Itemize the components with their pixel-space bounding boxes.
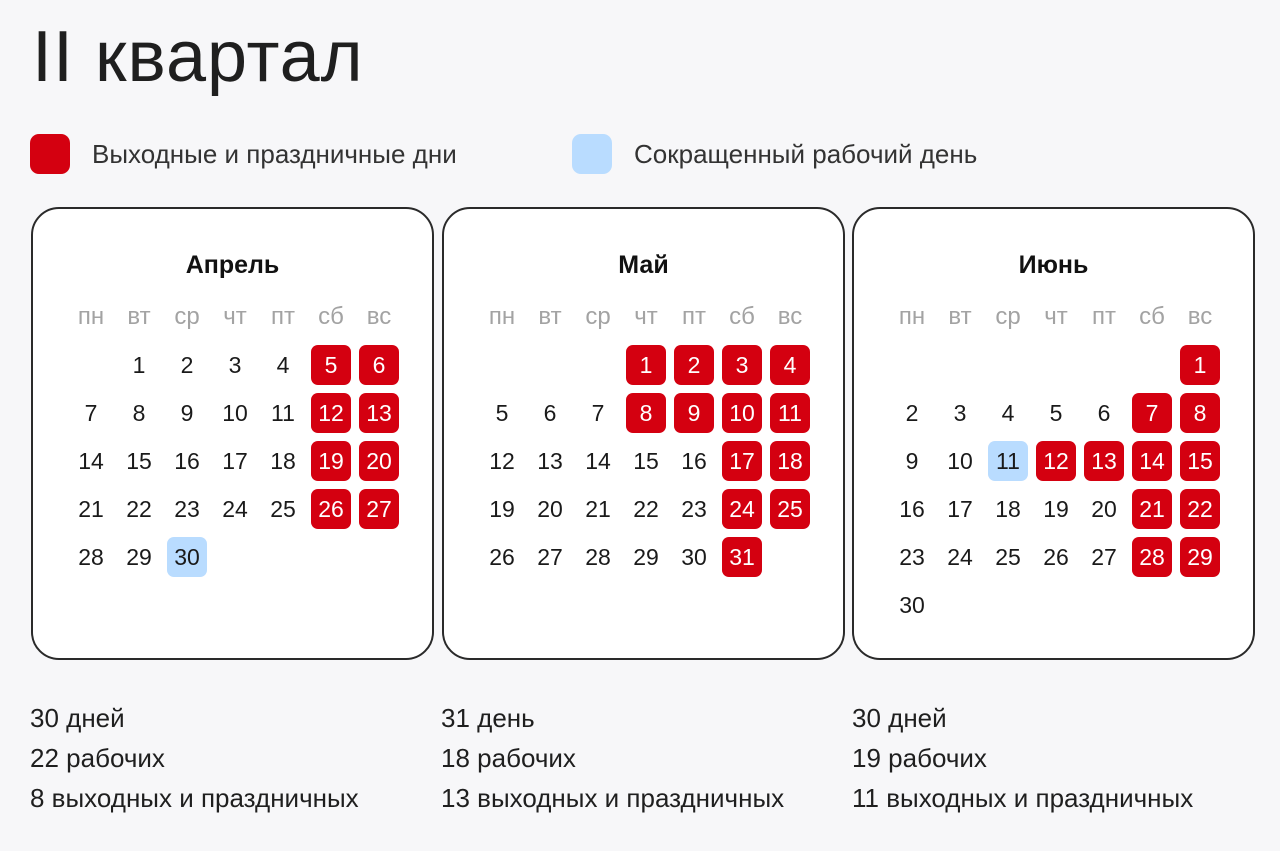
- day-cell: 14: [585, 447, 611, 474]
- day-cell: 24: [222, 495, 248, 522]
- weekday-header: вс: [1187, 303, 1213, 330]
- empty-day-cell: [940, 585, 980, 625]
- day-cell: 22: [126, 495, 152, 522]
- empty-day-cell: [892, 345, 932, 385]
- day-cell: 10: [222, 399, 248, 426]
- weekday-header: ср: [174, 303, 200, 330]
- day-cell-off: 9: [674, 393, 714, 433]
- month-card-april: [31, 207, 434, 660]
- stat-total-days: 30 дней: [852, 703, 947, 733]
- empty-day-cell: [1036, 585, 1076, 625]
- empty-day-cell: [1084, 345, 1124, 385]
- weekday-header: ср: [585, 303, 611, 330]
- day-cell: 20: [1091, 495, 1117, 522]
- empty-day-cell: [1036, 345, 1076, 385]
- calendar-grid: [888, 293, 1224, 629]
- weekday-header: пт: [1092, 303, 1116, 330]
- day-cell-off: 1: [626, 345, 666, 385]
- day-cell: 6: [543, 399, 557, 426]
- day-cell: 28: [78, 543, 104, 570]
- day-cell: 9: [905, 447, 919, 474]
- empty-day-cell: [1132, 585, 1172, 625]
- day-cell-off: 21: [1132, 489, 1172, 529]
- empty-day-cell: [770, 537, 810, 577]
- day-cell-off: 18: [770, 441, 810, 481]
- weekday-header: чт: [223, 303, 247, 330]
- month-title: Июнь: [1018, 251, 1089, 279]
- day-cell: 23: [681, 495, 707, 522]
- day-cell: 7: [84, 399, 98, 426]
- day-cell-short: 30: [167, 537, 207, 577]
- day-cell: 23: [174, 495, 200, 522]
- empty-day-cell: [215, 537, 255, 577]
- day-cell: 18: [270, 447, 296, 474]
- day-cell-off: 8: [1180, 393, 1220, 433]
- month-stats-may: [441, 698, 861, 818]
- day-cell-off: 26: [311, 489, 351, 529]
- day-cell: 7: [591, 399, 605, 426]
- legend-item-holidays: [30, 134, 457, 174]
- empty-day-cell: [1084, 585, 1124, 625]
- day-cell: 3: [953, 399, 967, 426]
- empty-day-cell: [311, 537, 351, 577]
- day-cell-off: 27: [359, 489, 399, 529]
- day-cell-off: 7: [1132, 393, 1172, 433]
- day-cell-off: 15: [1180, 441, 1220, 481]
- legend-item-short-day: [572, 134, 977, 174]
- empty-day-cell: [530, 345, 570, 385]
- day-cell: 20: [537, 495, 563, 522]
- weekday-header: вс: [366, 303, 392, 330]
- day-cell-off: 5: [311, 345, 351, 385]
- day-cell: 19: [1043, 495, 1069, 522]
- day-cell: 14: [78, 447, 104, 474]
- day-cell: 16: [899, 495, 925, 522]
- month-card-may: [442, 207, 845, 660]
- weekday-header: чт: [1044, 303, 1068, 330]
- weekday-header: ср: [995, 303, 1021, 330]
- day-cell-off: 20: [359, 441, 399, 481]
- month-card-june: [852, 207, 1255, 660]
- day-cell-off: 22: [1180, 489, 1220, 529]
- day-cell-off: 13: [1084, 441, 1124, 481]
- day-cell-off: 24: [722, 489, 762, 529]
- day-cell: 15: [126, 447, 152, 474]
- weekday-header: пн: [898, 303, 926, 330]
- month-stats-june: [852, 698, 1272, 818]
- day-cell: 26: [489, 543, 515, 570]
- stat-off-days: 11 выходных и праздничных: [852, 783, 1194, 813]
- day-cell: 19: [489, 495, 515, 522]
- day-cell: 8: [132, 399, 146, 426]
- day-cell: 11: [271, 399, 295, 426]
- day-cell-off: 8: [626, 393, 666, 433]
- month-stats-april: [30, 698, 450, 818]
- stat-total-days: 31 день: [441, 703, 535, 733]
- day-cell: 16: [174, 447, 200, 474]
- day-cell-off: 2: [674, 345, 714, 385]
- empty-day-cell: [71, 345, 111, 385]
- day-cell: 29: [126, 543, 152, 570]
- weekday-header: сб: [318, 303, 344, 330]
- day-cell-off: 13: [359, 393, 399, 433]
- day-cell-off: 29: [1180, 537, 1220, 577]
- day-cell-off: 1: [1180, 345, 1220, 385]
- day-cell: 29: [633, 543, 659, 570]
- day-cell: 15: [633, 447, 659, 474]
- weekday-header: вс: [777, 303, 803, 330]
- weekday-header: пт: [271, 303, 295, 330]
- weekday-header: вт: [538, 303, 562, 330]
- day-cell: 5: [495, 399, 509, 426]
- day-cell: 10: [947, 447, 973, 474]
- holiday-swatch-icon: [30, 134, 70, 174]
- weekday-header: сб: [1139, 303, 1165, 330]
- day-cell-off: 12: [311, 393, 351, 433]
- stat-working-days: 22 рабочих: [30, 743, 165, 773]
- empty-day-cell: [578, 345, 618, 385]
- day-cell: 22: [633, 495, 659, 522]
- day-cell: 3: [228, 351, 242, 378]
- stat-total-days: 30 дней: [30, 703, 125, 733]
- day-cell-off: 10: [722, 393, 762, 433]
- day-cell: 27: [1091, 543, 1117, 570]
- empty-day-cell: [1180, 585, 1220, 625]
- empty-day-cell: [940, 345, 980, 385]
- empty-day-cell: [988, 585, 1028, 625]
- day-cell-off: 3: [722, 345, 762, 385]
- month-title: Апрель: [185, 251, 280, 279]
- day-cell-off: 6: [359, 345, 399, 385]
- day-cell: 16: [681, 447, 707, 474]
- legend-label-holidays: Выходные и праздничные дни: [92, 138, 457, 169]
- day-cell: 1: [132, 351, 146, 378]
- empty-day-cell: [988, 345, 1028, 385]
- day-cell: 18: [995, 495, 1021, 522]
- day-cell: 25: [995, 543, 1021, 570]
- day-cell: 21: [585, 495, 611, 522]
- calendar-grid: [67, 293, 403, 581]
- day-cell: 24: [947, 543, 973, 570]
- day-cell: 30: [899, 591, 925, 618]
- day-cell-off: 31: [722, 537, 762, 577]
- day-cell-off: 14: [1132, 441, 1172, 481]
- weekday-header: пн: [77, 303, 105, 330]
- weekday-header: вт: [127, 303, 151, 330]
- day-cell: 28: [585, 543, 611, 570]
- day-cell: 27: [537, 543, 563, 570]
- day-cell-short: 11: [988, 441, 1028, 481]
- day-cell: 6: [1097, 399, 1111, 426]
- day-cell: 25: [270, 495, 296, 522]
- legend-label-short-day: Сокращенный рабочий день: [634, 138, 978, 169]
- empty-day-cell: [1132, 345, 1172, 385]
- day-cell: 17: [222, 447, 248, 474]
- day-cell: 12: [489, 447, 515, 474]
- day-cell: 13: [537, 447, 563, 474]
- day-cell: 4: [1001, 399, 1015, 426]
- day-cell: 23: [899, 543, 925, 570]
- weekday-header: вт: [948, 303, 972, 330]
- empty-day-cell: [263, 537, 303, 577]
- day-cell-off: 25: [770, 489, 810, 529]
- page-title: II квартал: [32, 17, 364, 97]
- stat-working-days: 19 рабочих: [852, 743, 987, 773]
- day-cell: 5: [1049, 399, 1063, 426]
- short-day-swatch-icon: [572, 134, 612, 174]
- day-cell: 2: [905, 399, 919, 426]
- day-cell: 26: [1043, 543, 1069, 570]
- day-cell-off: 28: [1132, 537, 1172, 577]
- day-cell-off: 19: [311, 441, 351, 481]
- weekday-header: чт: [634, 303, 658, 330]
- empty-day-cell: [482, 345, 522, 385]
- calendar-grid: [478, 293, 814, 581]
- day-cell: 30: [681, 543, 707, 570]
- day-cell-off: 17: [722, 441, 762, 481]
- day-cell: 4: [276, 351, 290, 378]
- stat-off-days: 8 выходных и праздничных: [30, 783, 359, 813]
- day-cell: 17: [947, 495, 973, 522]
- month-title: Май: [618, 251, 669, 279]
- day-cell-off: 11: [770, 393, 810, 433]
- weekday-header: сб: [729, 303, 755, 330]
- day-cell-off: 12: [1036, 441, 1076, 481]
- stat-working-days: 18 рабочих: [441, 743, 576, 773]
- weekday-header: пт: [682, 303, 706, 330]
- day-cell: 9: [180, 399, 194, 426]
- empty-day-cell: [359, 537, 399, 577]
- day-cell: 21: [78, 495, 104, 522]
- day-cell: 2: [180, 351, 194, 378]
- day-cell-off: 4: [770, 345, 810, 385]
- stat-off-days: 13 выходных и праздничных: [441, 783, 785, 813]
- weekday-header: пн: [488, 303, 516, 330]
